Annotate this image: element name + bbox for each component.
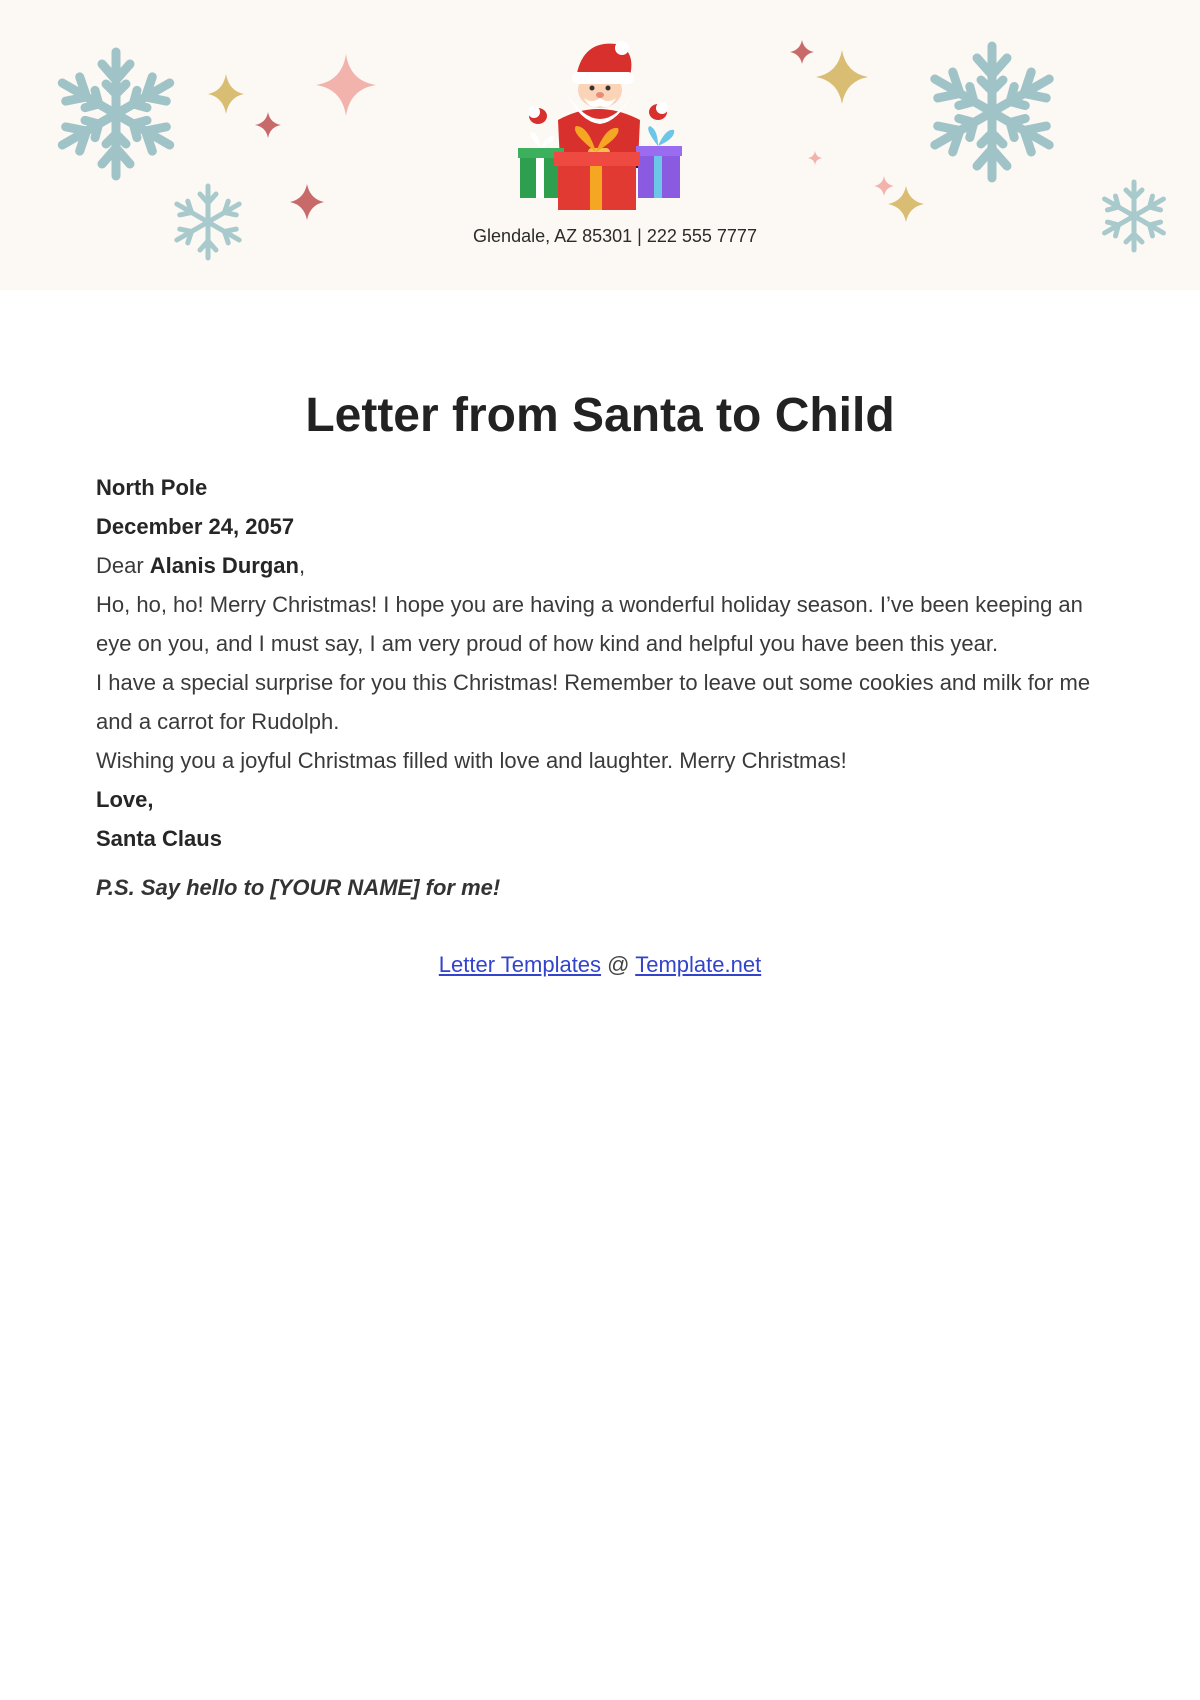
closing: Love, bbox=[96, 787, 154, 812]
letter-paragraph: Ho, ho, ho! Merry Christmas! I hope you are having a wonderful holiday season. I’ve been keeping an eye on you, and I must say, I am very proud of how kind and helpful you have been this year. bbox=[96, 592, 1083, 656]
greeting-suffix: , bbox=[298, 553, 306, 578]
postscript: P.S. Say hello to [YOUR NAME] for me! bbox=[96, 875, 501, 900]
letter-paragraph: I have a special surprise for you this Christmas! Remember to leave out some cookies and milk for me and a carrot for Rudolph. bbox=[96, 670, 1091, 734]
footer-links bbox=[0, 952, 1200, 978]
snowflake-icon bbox=[44, 42, 188, 186]
letter-templates-link[interactable]: Letter Templates bbox=[438, 952, 602, 977]
snowflake-icon bbox=[166, 180, 250, 264]
header-banner bbox=[0, 0, 1200, 290]
contact-info: Glendale, AZ 85301 | 222 555 7777 bbox=[473, 226, 757, 246]
sparkle-icon bbox=[816, 50, 868, 104]
sparkle-icon bbox=[808, 151, 822, 165]
greeting-prefix: Dear bbox=[96, 553, 150, 578]
letter-body bbox=[96, 468, 1096, 907]
footer-separator: @ bbox=[601, 952, 636, 977]
sender-location: North Pole bbox=[96, 475, 208, 500]
snowflake-icon bbox=[914, 38, 1070, 186]
sparkle-icon bbox=[255, 112, 281, 138]
sparkle-icon bbox=[290, 184, 324, 220]
template-net-link[interactable]: Template.net bbox=[635, 952, 762, 977]
letter-date: December 24, 2057 bbox=[96, 514, 295, 539]
recipient-name: Alanis Durgan bbox=[149, 553, 299, 578]
signature: Santa Claus bbox=[96, 826, 222, 851]
letter-paragraph: Wishing you a joyful Christmas filled with love and laughter. Merry Christmas! bbox=[96, 748, 847, 773]
sparkle-icon bbox=[208, 74, 244, 114]
sparkle-icon bbox=[888, 186, 924, 222]
greeting bbox=[96, 546, 1096, 585]
sparkle-icon bbox=[790, 40, 814, 64]
page-title: Letter from Santa to Child bbox=[305, 389, 895, 442]
sparkle-icon bbox=[316, 54, 376, 116]
santa-with-gifts-logo bbox=[518, 34, 690, 212]
